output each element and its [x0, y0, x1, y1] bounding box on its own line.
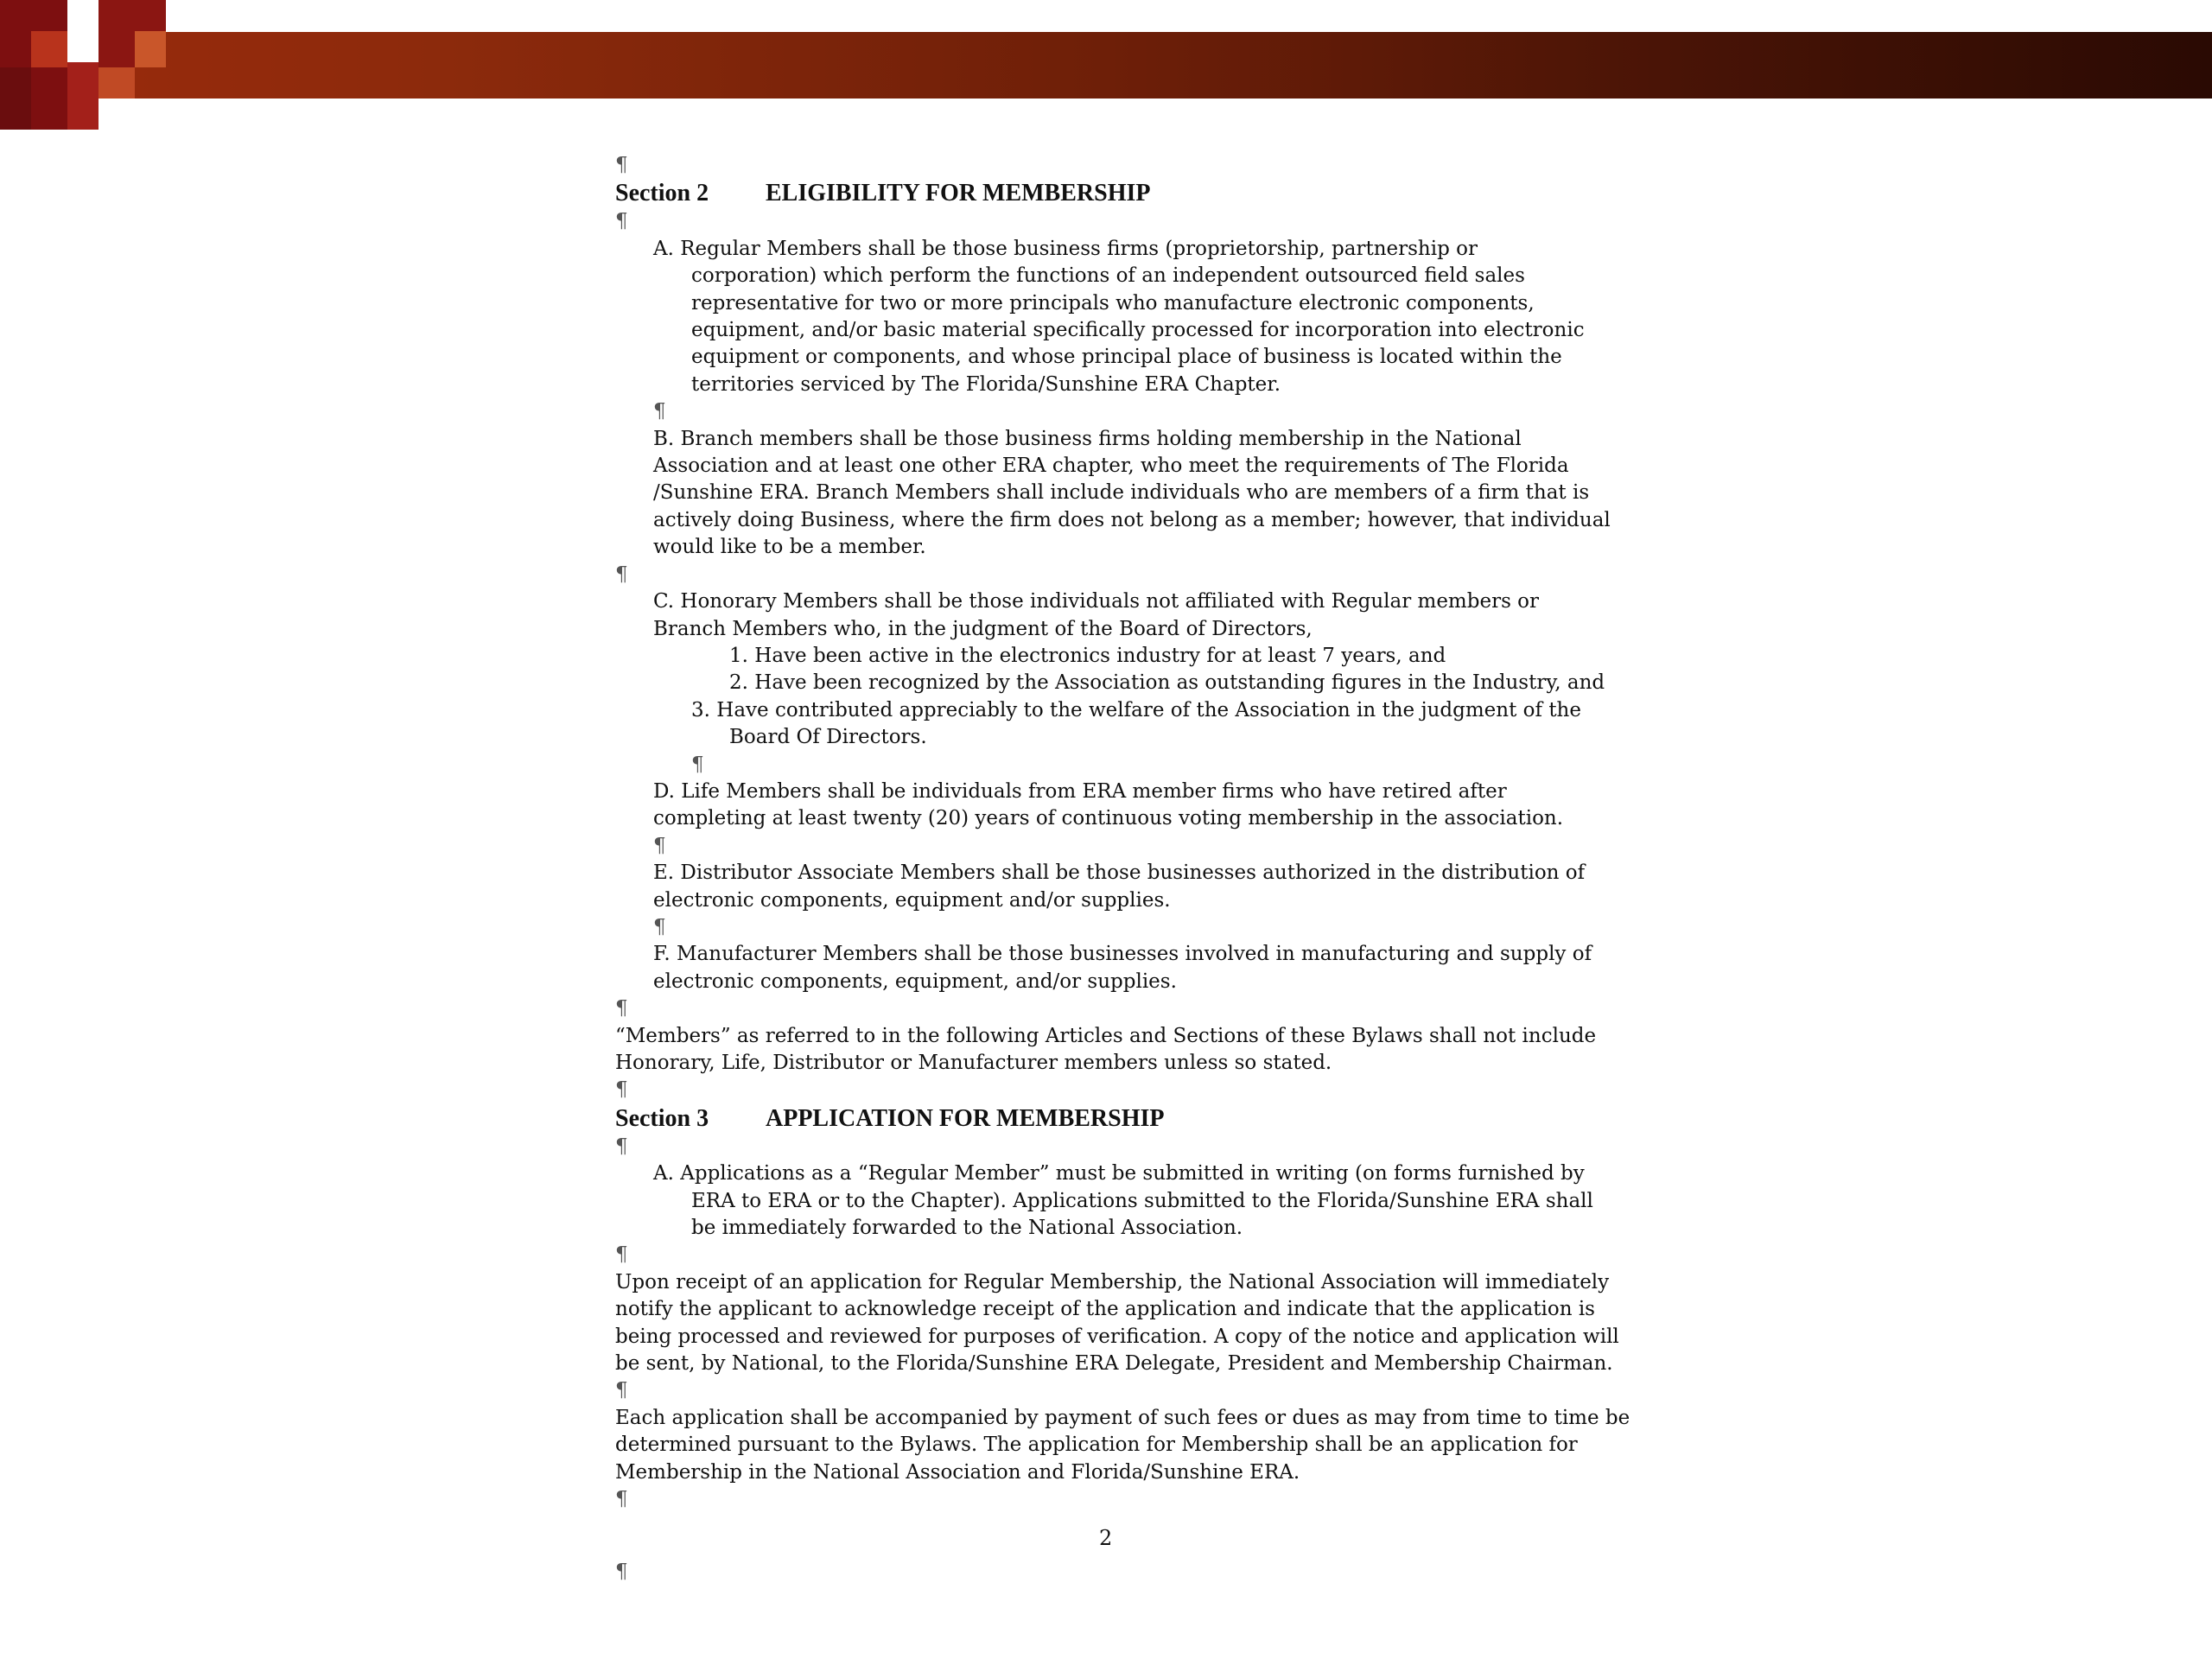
page-number: 2 [1099, 1526, 1113, 1550]
section-2-para-d [615, 779, 1618, 833]
text-line: Membership in the National Association and Florida/Sunshine ERA. [615, 1460, 1300, 1484]
text-line: “Members” as referred to in the following Articles and Sections of these Bylaws shall not include [615, 1024, 1597, 1047]
text-line: Branch Members who, in the judgment of the Board of Directors, [653, 617, 1313, 640]
text-line: A. Regular Members shall be those business firms (proprietorship, partnership or [653, 237, 1478, 260]
text-line: corporation) which perform the functions of an independent outsourced field sales [691, 264, 1525, 288]
text-line: Honorary, Life, Distributor or Manufacturer members unless so stated. [615, 1052, 1332, 1074]
text-line: /Sunshine ERA. Branch Members shall include individuals who are members of a firm that is [653, 481, 1590, 505]
section-title: APPLICATION FOR MEMBERSHIP [766, 1104, 1165, 1132]
paragraph-mark: ¶ [691, 753, 704, 776]
decor-square [135, 31, 166, 67]
paragraph-mark: ¶ [615, 1488, 628, 1511]
list-item: 3. Have contributed appreciably to the welfare of the Association in the judgment of the [691, 698, 1581, 721]
section-number: Section 2 [615, 180, 709, 207]
text-line: territories serviced by The Florida/Sunshine ERA Chapter. [691, 372, 1281, 396]
decor-square [67, 62, 99, 130]
text-line: electronic components, equipment, and/or supplies. [653, 969, 1177, 993]
text-line: representative for two or more principals who manufacture electronic components, [691, 291, 1535, 315]
decor-square [99, 67, 135, 99]
text-line: E. Distributor Associate Members shall be those businesses authorized in the distribution of [653, 861, 1586, 885]
text-line: A. Applications as a “Regular Member” must be submitted in writing (on forms furnished by [653, 1162, 1585, 1185]
section-3-heading [615, 1104, 1618, 1134]
paragraph-mark: ¶ [615, 1243, 628, 1267]
section-2-para-b [615, 426, 1618, 562]
section-3-para-fees [615, 1405, 1630, 1486]
text-line: notify the applicant to acknowledge receipt of the application and indicate that the application is [615, 1298, 1595, 1321]
text-line: D. Life Members shall be individuals from ERA member firms who have retired after [653, 779, 1507, 803]
paragraph-mark: ¶ [615, 210, 628, 233]
text-line: Each application shall be accompanied by payment of such fees or dues as may from time to time be [615, 1406, 1630, 1429]
list-item: 1. Have been active in the electronics industry for at least 7 years, and [729, 644, 1446, 667]
paragraph-mark: ¶ [615, 1135, 628, 1158]
paragraph-mark: ¶ [653, 400, 666, 423]
text-line: Board Of Directors. [729, 726, 927, 749]
section-2-para-a [615, 236, 1618, 398]
paragraph-mark: ¶ [615, 1078, 628, 1102]
text-line: actively doing Business, where the firm does not belong as a member; however, that individual [653, 508, 1611, 531]
section-number: Section 3 [615, 1104, 709, 1132]
section-3-para-a [615, 1160, 1618, 1242]
text-line: equipment, and/or basic material specifically processed for incorporation into electronic [691, 319, 1585, 342]
text-line: F. Manufacturer Members shall be those businesses involved in manufacturing and supply of [653, 943, 1592, 966]
document-page [615, 152, 1630, 1514]
paragraph-mark: ¶ [615, 563, 628, 586]
section-2-para-f [615, 941, 1618, 995]
paragraph-mark: ¶ [615, 1379, 628, 1402]
text-line: being processed and reviewed for purposes of verification. A copy of the notice and application will [615, 1325, 1619, 1348]
section-3-para-receipt [615, 1269, 1618, 1378]
decor-square [31, 31, 67, 67]
paragraph-mark: ¶ [653, 915, 666, 938]
decor-square [67, 0, 99, 62]
text-line: completing at least twenty (20) years of continuous voting membership in the association. [653, 807, 1564, 830]
list-item: 2. Have been recognized by the Association as outstanding figures in the Industry, and [729, 671, 1605, 695]
header-banner [0, 32, 2212, 99]
text-line: B. Branch members shall be those business firms holding membership in the National [653, 427, 1522, 450]
members-note [615, 1023, 1618, 1077]
text-line: Upon receipt of an application for Regular Membership, the National Association will immediately [615, 1270, 1610, 1294]
text-line: would like to be a member. [653, 536, 926, 559]
text-line: determined pursuant to the Bylaws. The application for Membership shall be an application for [615, 1433, 1578, 1457]
section-2-para-e [615, 860, 1618, 914]
paragraph-mark: ¶ [615, 1560, 628, 1583]
text-line: ERA to ERA or to the Chapter). Applications submitted to the Florida/Sunshine ERA shall [691, 1189, 1593, 1212]
paragraph-mark: ¶ [615, 154, 628, 176]
text-line: C. Honorary Members shall be those individuals not affiliated with Regular members or [653, 590, 1540, 613]
paragraph-mark: ¶ [653, 834, 666, 857]
text-line: be immediately forwarded to the National Association. [691, 1217, 1243, 1240]
section-title: ELIGIBILITY FOR MEMBERSHIP [766, 180, 1151, 207]
paragraph-mark: ¶ [615, 997, 628, 1020]
text-line: electronic components, equipment and/or supplies. [653, 888, 1171, 912]
section-2-para-c [615, 588, 1618, 751]
text-line: equipment or components, and whose principal place of business is located within the [691, 346, 1562, 369]
text-line: be sent, by National, to the Florida/Sunshine ERA Delegate, President and Membership Chairman. [615, 1352, 1613, 1376]
text-line: Association and at least one other ERA chapter, who meet the requirements of The Florida [653, 454, 1569, 478]
decor-square [0, 67, 31, 130]
section-2-heading [615, 179, 1618, 208]
